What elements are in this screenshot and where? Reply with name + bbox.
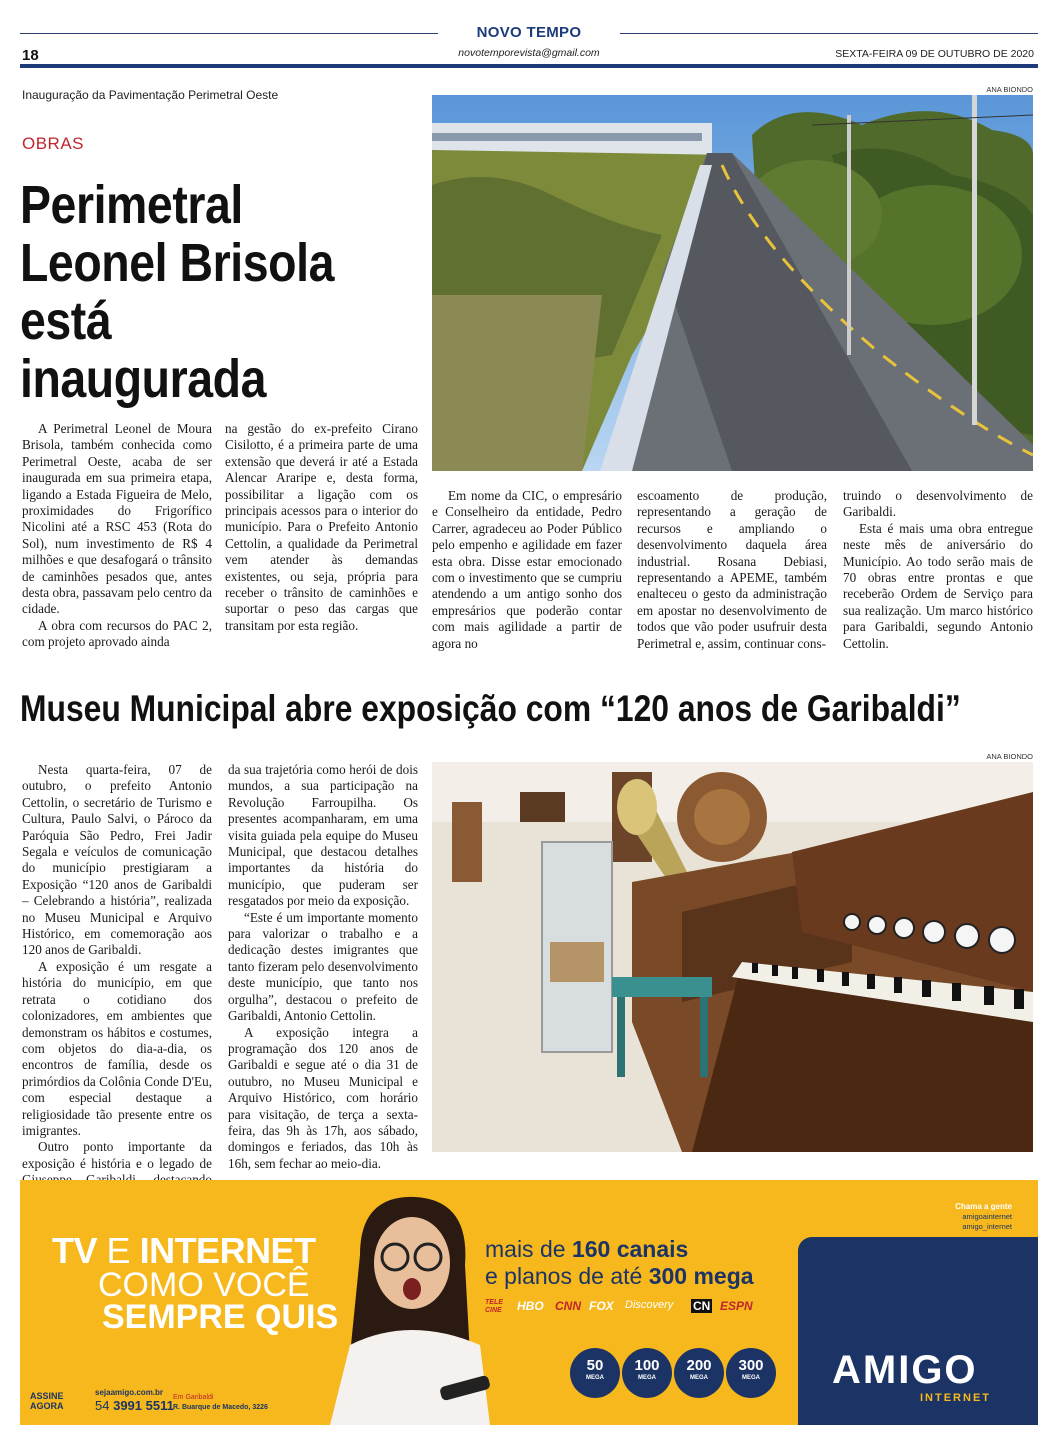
header-rule-right (620, 33, 1038, 34)
ad-address-street: R. Buarque de Macedo, 3226 (173, 1404, 268, 1411)
ad-phone-prefix: 54 (95, 1398, 110, 1413)
article2-headline: Museu Municipal abre exposição com “120 anos de Garibaldi” (20, 688, 961, 729)
ad-offer-speed: 300 mega (648, 1263, 754, 1289)
plan-300-unit: MEGA (742, 1375, 760, 1381)
plan-100-unit: MEGA (638, 1375, 656, 1381)
ad-social-title: Chama a gente (955, 1202, 1012, 1211)
channel-fox: FOX (589, 1299, 614, 1313)
header-bar (20, 64, 1038, 68)
page-number: 18 (22, 47, 39, 64)
ad-offer-channels: 160 canais (571, 1236, 689, 1262)
article2-col2-p1: da sua trajetória como herói de dois mundos, a sua participação na Revolução Farroupilha. Os presentes acompanharam, em uma visita guiada pela equipe do Museu Municipal, que destacou detalhes importantes da história do município, que puderam ser resgatados por meio da exposição. (228, 762, 418, 909)
article2-column-1 (22, 762, 212, 1205)
article2-col1-p3: Outro ponto importante da exposição é história e o legado de (22, 1139, 212, 1171)
ad-phone-number: 3991 5511 (113, 1398, 174, 1413)
plan-50-value: 50 (586, 1357, 604, 1374)
road-photo-illustration (432, 95, 1033, 471)
header-rule-left (20, 33, 438, 34)
article1-headline: Perimetral Leonel Brisola está inaugurada (20, 175, 334, 409)
ad-brand-logo: AMIGO (832, 1348, 978, 1392)
article2-photo-credit: ANA BIONDO (986, 752, 1033, 761)
article1-col4-p1: escoamento de produção, representando a geração de recursos e ampliando o desenvolvimento daquela área industrial. Rosana Debiasi, representando a APEME, também enalteceu o gesto da administração em apostar no desenvolvimento de todos que vão poder usufruir desta Perimetral e, assim, continuar cons- (637, 488, 827, 651)
article1-col5-p2: Esta é mais uma obra entregue neste mês de aniversário do Município. Ao todo serão mais de 70 obras entre prontas e que receberão Ordem de Serviço para sua realização. Um marco histórico para Garibaldi, segundo Antonio Cettolin. (843, 520, 1033, 651)
article1-col5-p1: truindo o desenvolvimento de Garibaldi. (843, 488, 1033, 520)
ad-offer-line2 (485, 1263, 754, 1290)
ad-social (955, 1202, 1012, 1232)
publication-email[interactable]: novotemporevista@gmail.com (458, 47, 600, 59)
ad-model-illustration (320, 1185, 490, 1425)
article1-column-3 (432, 488, 622, 652)
ad-address (173, 1393, 268, 1413)
ad-facebook[interactable]: amigoainternet (962, 1212, 1012, 1221)
ad-website[interactable]: sejaamigo.com.br (95, 1388, 164, 1397)
advertisement[interactable] (20, 1180, 1038, 1425)
ad-brand-subtitle: INTERNET (920, 1392, 991, 1404)
channel-telecine: TELE CINE (485, 1299, 503, 1314)
article2-col1-p2: A exposição é um resgate a história do município, em que retrata o cotidiano dos colonizadores, em ambientes que demonstram os hábitos e costumes, com objetos do dia-a-dia, os encontros de família, desde os primórdios da Colônia Conde D'Eu, com especial destaque a religiosidade tão presente entre os imigrantes. (22, 958, 212, 1138)
plan-200-unit: MEGA (690, 1375, 708, 1381)
article1-col1-p1: A Perimetral Leonel de Moura Brisola, também conhecida como Perimetral Oeste, acaba de ser inaugurada em sua primeira etapa, ligando a Estada Figueira de Melo, proximidades do Frigorífico Nicolini até a RSC 453 (Rota do Sol), num investimento de R$ 4 milhões e que desafogará o trânsito de caminhões pesados que, antes desta obra, passavam pelo centro da cidade. (22, 421, 212, 617)
ad-instagram[interactable]: amigo_internet (962, 1222, 1012, 1231)
museum-photo-illustration (432, 762, 1033, 1152)
article1-col2-p1: na gestão do ex-prefeito Cirano Cisilotto, é a primeira parte de uma extensão que deverá ir até a Estada Alencar Araripe e, desta forma, possibilitar a ligação com os principais acessos para o interior do município. Para o Prefeito Antonio Cettolin, a qualidade da Perimetral vem atender às demandas existentes, ou seja, própria para receber o trânsito de caminhões e suportar o peso das cargas que transitam por esta região. (225, 421, 418, 633)
article1-column-1 (22, 421, 212, 651)
plan-50-badge[interactable] (570, 1348, 620, 1398)
article1-photo-credit: ANA BIONDO (986, 85, 1033, 94)
article1-column-5 (843, 488, 1033, 652)
plan-50-unit: MEGA (586, 1375, 604, 1381)
ad-cta[interactable] (30, 1391, 64, 1411)
ad-cta-line2: AGORA (30, 1401, 64, 1411)
ad-slogan-e: E (106, 1230, 131, 1271)
ad-address-label: Em Garibaldi (173, 1394, 214, 1401)
plan-300-value: 300 (738, 1357, 764, 1374)
plan-100-badge[interactable] (622, 1348, 672, 1398)
plan-100-value: 100 (634, 1357, 660, 1374)
ad-brand-panel (798, 1237, 1038, 1425)
article2-col1-p1: Nesta quarta-feira, 07 de outubro, o prefeito Antonio Cettolin, o secretário de Turismo e Cultura, Paulo Salvi, o Pároco da Paróquia São Pedro, Frei Jadir Segala e veículos de comunicação do município prestigiaram a Exposição “120 anos de Garibaldi – Celebrando a história”, realizada no Museu Municipal e Arquivo Histórico, em comemoração aos 120 anos de Garibaldi. (22, 762, 212, 958)
plan-200-badge[interactable] (674, 1348, 724, 1398)
publication-date: SEXTA-FEIRA 09 DE OUTUBRO DE 2020 (835, 48, 1034, 60)
article1-column-2 (225, 421, 418, 634)
plan-300-badge[interactable] (726, 1348, 776, 1398)
article2-column-2 (228, 762, 418, 1172)
ad-slogan-line3: SEMPRE QUIS (102, 1298, 339, 1336)
ad-offer-text2: e planos de até (485, 1263, 649, 1289)
channel-cnn: CNN (555, 1299, 581, 1313)
article1-col3-p1: Em nome da CIC, o empresário e Conselheiro da entidade, Pedro Carrer, agradeceu ao Poder Público pelo empenho e agilidade em fazer esta obra. Disse estar emocionado com o investimento que se cumpriu atendendo a um antigo sonho dos empresários que poderão contar com mais agilidade a partir de agora no (432, 488, 622, 651)
ad-cta-line1: ASSINE (30, 1391, 64, 1401)
article1-column-4 (637, 488, 827, 652)
ad-offer-line1 (485, 1236, 688, 1263)
channel-hbo: HBO (517, 1299, 544, 1313)
channel-cn: CN (693, 1299, 711, 1313)
article1-kicker: Inauguração da Pavimentação Perimetral Oeste (22, 88, 279, 102)
channel-discovery: Discovery (625, 1299, 674, 1311)
article2-col2-p2: “Este é um importante momento para valorizar o trabalho e a dedicação destes imigrantes que tanto fizeram pelo desenvolvimento deste município, que tanto nos orgulha”, destacou o prefeito de Garibaldi, Antonio Cettolin. (228, 909, 418, 1024)
road-photo (432, 95, 1033, 471)
article1-col1-p2: A obra com recursos do PAC 2, com projeto aprovado ainda (22, 617, 212, 650)
plan-200-value: 200 (686, 1357, 712, 1374)
museum-photo (432, 762, 1033, 1152)
article2-col2-p3: A exposição integra a programação dos 120 anos de Garibaldi e segue até o dia 31 de outubro, no Museu Municipal e Arquivo Histórico, com horário para visitação, de terça a sexta-feira, das 9h às 17h, aos sábado, domingos e feriados, das 10h às 16h, sem fechar ao meio-dia. (228, 1024, 418, 1171)
ad-slogan-line2: COMO VOCÊ (98, 1266, 310, 1304)
ad-slogan-internet: INTERNET (139, 1230, 316, 1271)
section-label: OBRAS (22, 134, 85, 153)
channel-espn: ESPN (720, 1299, 753, 1313)
ad-slogan-tv: TV (52, 1230, 98, 1271)
ad-phone[interactable] (95, 1398, 174, 1413)
ad-offer-text1: mais de (485, 1236, 572, 1262)
publication-name: NOVO TEMPO (476, 24, 582, 41)
